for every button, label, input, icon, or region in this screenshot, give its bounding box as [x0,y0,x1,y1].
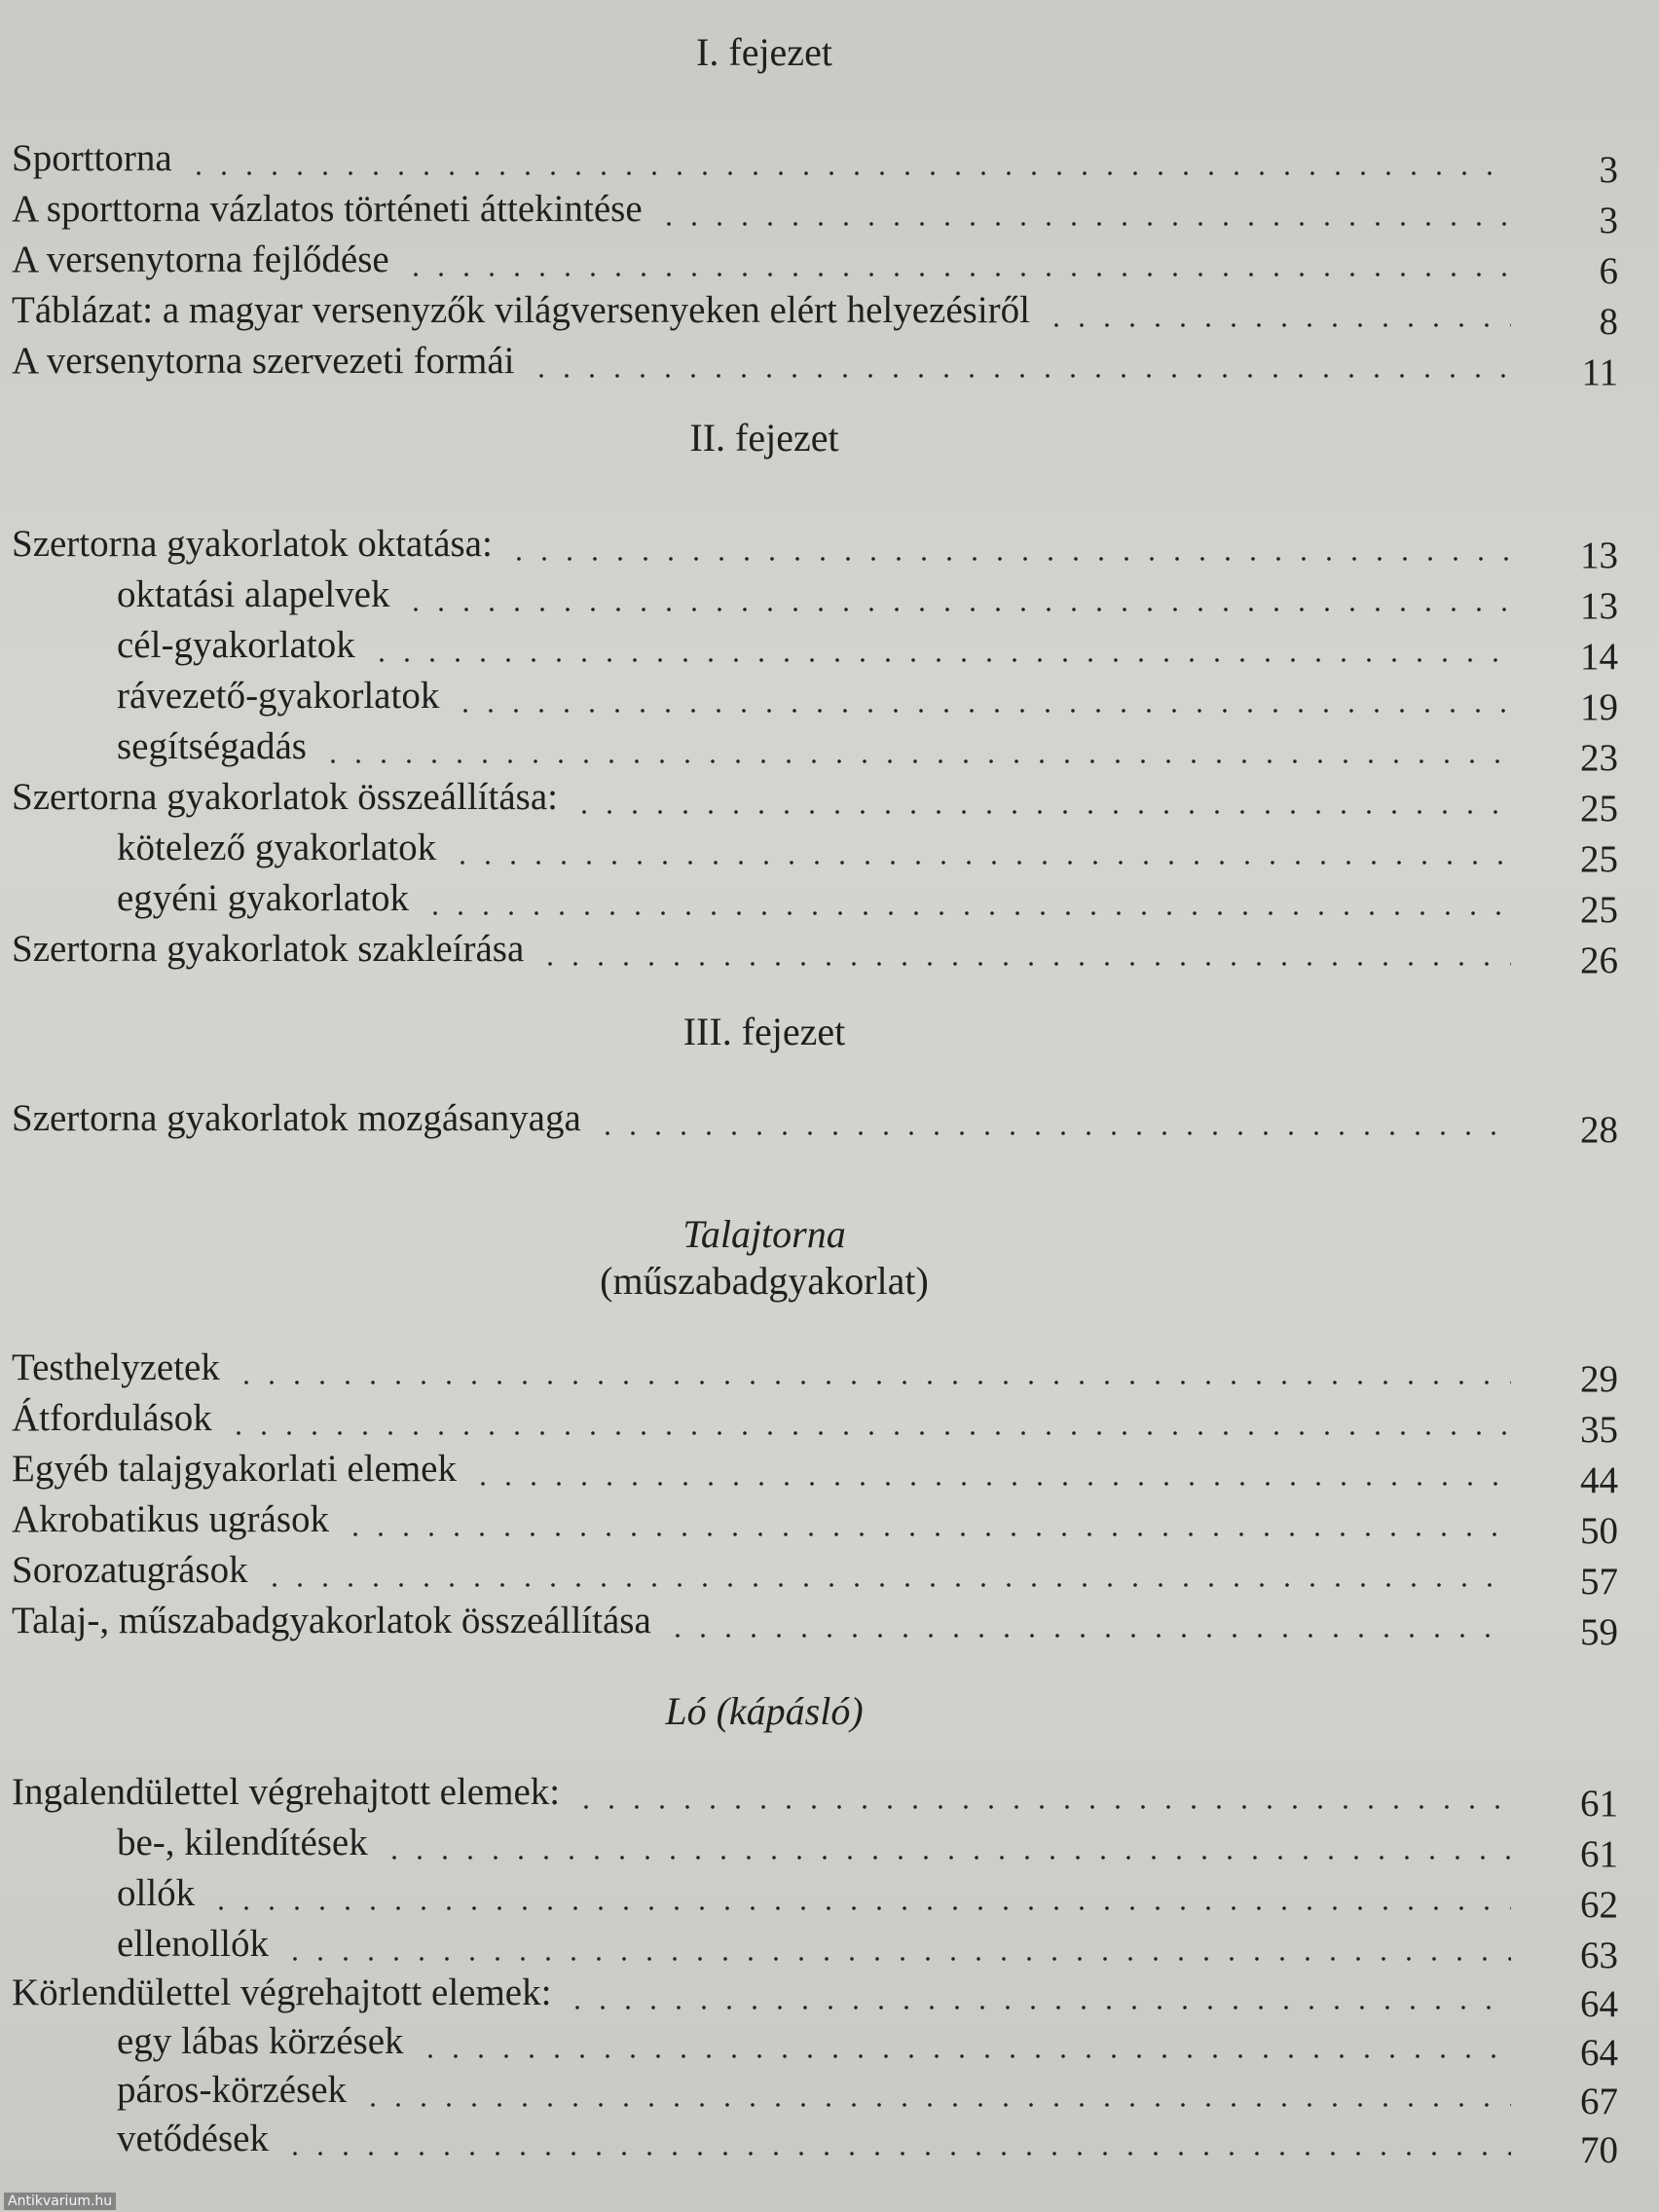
toc-entry-page: 25 [1580,838,1618,880]
toc-entry [117,2015,1618,2074]
toc-entry [117,1918,1618,1976]
leader-dots [581,1102,1511,1141]
toc-entry-page: 59 [1580,1611,1618,1653]
toc-entry-page: 44 [1580,1459,1618,1501]
toc-entry-title: A versenytorna szervezeti formái [12,340,515,382]
leader-dots [212,1402,1511,1441]
leader-dots [269,1928,1511,1967]
toc-entry-title: vetődések [117,2118,269,2159]
toc-entry-page: 28 [1580,1109,1618,1151]
toc-entry-page: 23 [1580,737,1618,779]
toc-entry-page: 61 [1580,1833,1618,1875]
toc-entry [12,1392,1618,1451]
toc-entry [12,1766,1618,1825]
toc-entry-title: Szertorna gyakorlatok összeállítása: [12,776,558,818]
section-heading: Ló (kápásló) [665,1689,864,1733]
leader-dots [515,345,1511,384]
leader-dots [651,1604,1511,1643]
leader-dots [436,831,1511,870]
leader-dots [329,1503,1511,1542]
leader-dots [1030,294,1511,333]
toc-entry-title: Átfordulások [12,1397,212,1439]
toc-entry [12,1595,1618,1653]
toc-entry-title: Talaj-, műszabadgyakorlatok összeállítása [12,1600,651,1641]
toc-entry-title: Körlendülettel végrehajtott elemek: [12,1972,552,2013]
toc-entry-page: 3 [1599,200,1618,241]
chapter-heading: I. fejezet [696,30,832,74]
toc-entry [117,670,1618,728]
toc-entry-page: 11 [1581,351,1618,393]
leader-dots [307,730,1511,769]
toc-entry-page: 64 [1580,2032,1618,2074]
toc-entry-title: rávezető-gyakorlatok [117,675,440,717]
toc-entry-page: 8 [1599,301,1618,343]
toc-entry-title: segítségadás [117,725,307,767]
toc-entry-title: cél-gyakorlatok [117,624,355,666]
leader-dots [558,781,1511,820]
toc-entry-title: páros-körzések [117,2069,348,2111]
leader-dots [404,2025,1511,2064]
toc-entry-page: 13 [1580,535,1618,576]
toc-entry [12,923,1618,981]
toc-entry [117,2113,1618,2171]
leader-dots [269,2122,1511,2161]
toc-entry-title: ollók [117,1872,196,1914]
leader-dots [551,1976,1511,2015]
toc-entry-page: 6 [1599,250,1618,292]
toc-entry-page: 50 [1580,1510,1618,1552]
toc-entry-title: Sporttorna [12,137,172,179]
toc-entry-page: 57 [1580,1561,1618,1603]
toc-entry-title: Ingalendülettel végrehajtott elemek: [12,1771,561,1813]
toc-entry [117,720,1618,779]
toc-entry [12,771,1618,830]
toc-entry-title: Táblázat: a magyar versenyzők világversenyeken elért helyezésiről [12,289,1030,331]
chapter-heading: III. fejezet [682,1010,846,1053]
toc-entry-page: 62 [1580,1884,1618,1926]
leader-dots [347,2074,1511,2113]
leader-dots [643,193,1511,232]
leader-dots [493,528,1511,567]
toc-entry [117,1867,1618,1926]
section-heading: Talajtorna [682,1212,846,1256]
toc-entry [12,132,1618,191]
toc-entry [117,2064,1618,2122]
toc-entry-title: be-, kilendítések [117,1822,368,1863]
watermark: Antikvarium.hu [4,2193,116,2210]
toc-entry [12,1493,1618,1552]
toc-entry-title: Akrobatikus ugrások [12,1498,330,1540]
toc-entry-title: A versenytorna fejlődése [12,239,389,280]
toc-entry-page: 61 [1580,1783,1618,1825]
toc-entry [117,872,1618,931]
toc-entry [12,1092,1618,1151]
toc-entry-title: Testhelyzetek [12,1346,220,1388]
leader-dots [524,933,1511,972]
section-subheading: (műszabadgyakorlat) [600,1259,929,1303]
leader-dots [195,1877,1511,1916]
toc-entry [12,518,1618,576]
toc-entry-page: 70 [1580,2129,1618,2171]
toc-entry-page: 25 [1580,889,1618,931]
toc-entry [12,1967,1618,2025]
toc-entry [12,183,1618,241]
leader-dots [439,680,1511,719]
toc-entry-page: 63 [1580,1935,1618,1976]
toc-entry [117,619,1618,678]
toc-entry [117,569,1618,627]
toc-entry-title: kötelező gyakorlatok [117,827,437,868]
chapter-heading: II. fejezet [689,416,839,460]
toc-entry [117,822,1618,880]
leader-dots [172,142,1511,181]
toc-entry-page: 25 [1580,788,1618,830]
toc-entry [12,1443,1618,1501]
toc-entry-title: Egyéb talajgyakorlati elemek [12,1448,457,1490]
toc-entry-title: ellenollók [117,1923,269,1965]
toc-entry [12,284,1618,343]
toc-entry-title: Sorozatugrások [12,1549,248,1591]
toc-entry-title: oktatási alapelvek [117,573,390,615]
toc-entry-title: Szertorna gyakorlatok oktatása: [12,523,493,565]
toc-entry-page: 67 [1580,2081,1618,2122]
toc-entry [12,234,1618,292]
toc-entry-page: 3 [1599,149,1618,191]
toc-entry-title: A sporttorna vázlatos történeti áttekintése [12,188,643,230]
toc-entry-page: 64 [1580,1983,1618,2025]
leader-dots [389,243,1511,282]
leader-dots [368,1826,1511,1865]
toc-entry [117,1817,1618,1875]
leader-dots [409,882,1511,921]
toc-entry [12,1544,1618,1603]
toc-entry-page: 14 [1580,636,1618,678]
toc-entry-page: 19 [1580,686,1618,728]
toc-entry-page: 26 [1580,940,1618,981]
leader-dots [355,629,1511,668]
toc-entry-title: egy lábas körzések [117,2020,404,2062]
toc-entry [12,1342,1618,1400]
toc-entry-title: egyéni gyakorlatok [117,877,409,919]
toc-entry [12,335,1618,393]
toc-entry-page: 35 [1580,1409,1618,1451]
leader-dots [248,1554,1511,1593]
leader-dots [457,1453,1511,1492]
toc-entry-page: 13 [1580,585,1618,627]
toc-entry-title: Szertorna gyakorlatok szakleírása [12,928,525,970]
leader-dots [389,578,1511,617]
toc-entry-page: 29 [1580,1358,1618,1400]
toc-entry-title: Szertorna gyakorlatok mozgásanyaga [12,1097,581,1139]
leader-dots [220,1351,1511,1390]
leader-dots [560,1776,1511,1815]
